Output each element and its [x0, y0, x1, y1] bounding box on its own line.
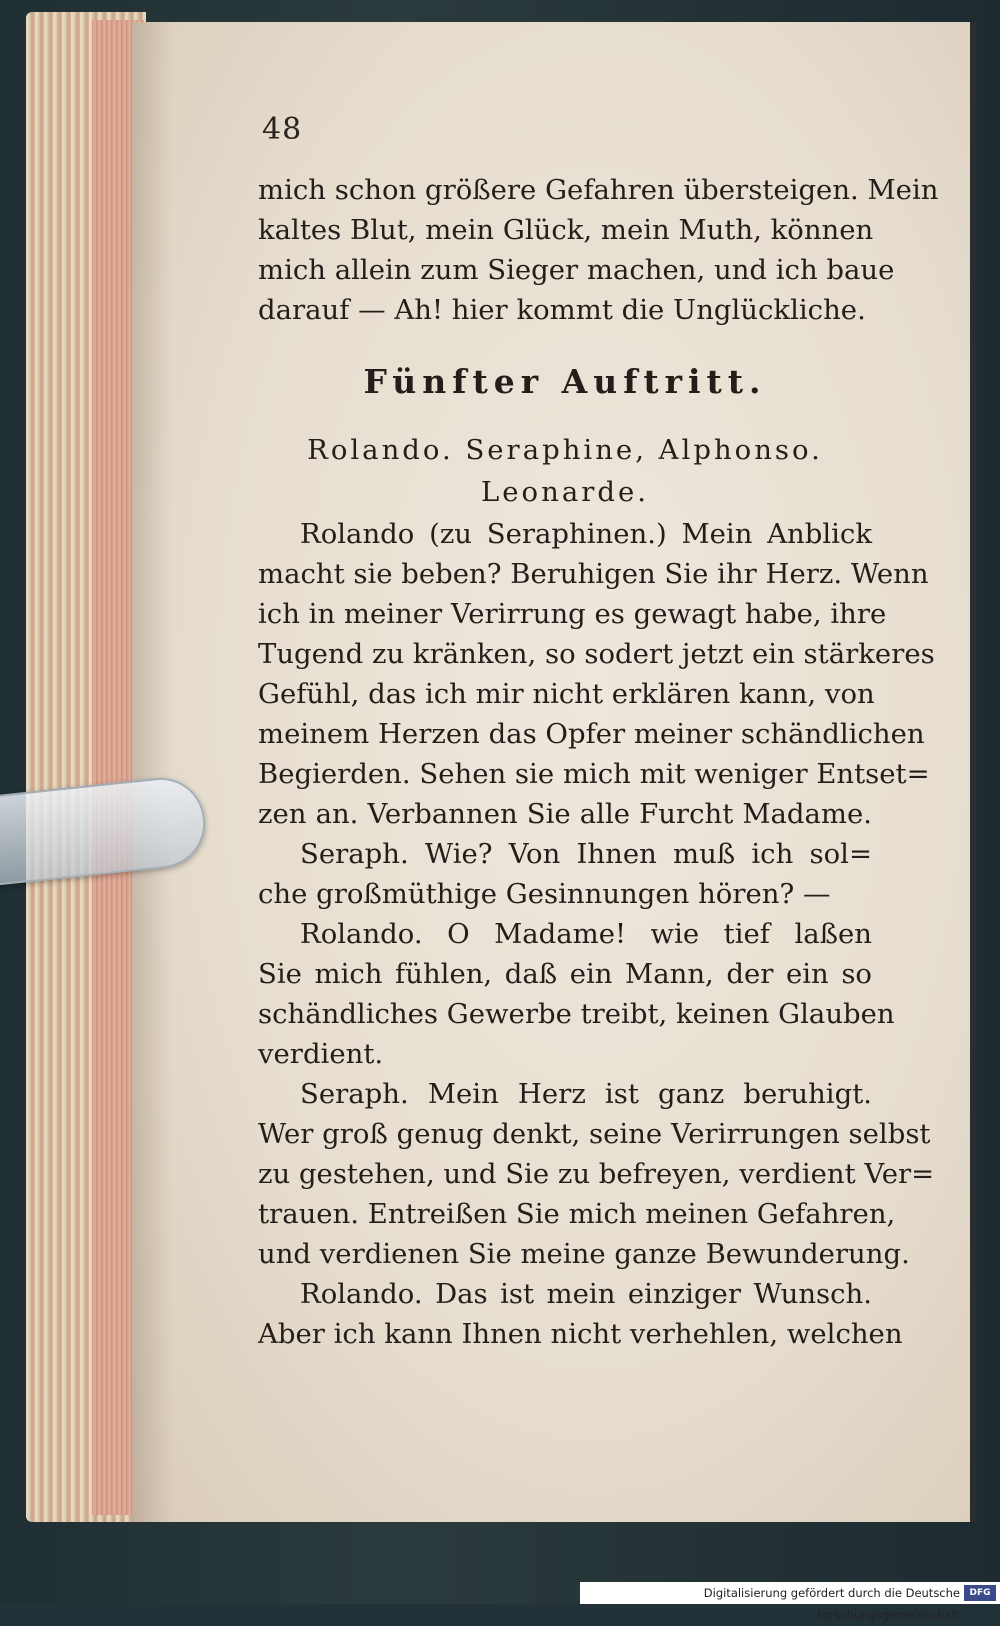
speaker-line: Seraph. Mein Herz ist ganz beruhigt. — [300, 1078, 872, 1110]
text-line: Gefühl, das ich mir nicht erklären kann, von — [258, 678, 875, 710]
text-line: schändliches Gewerbe treibt, keinen Glauben — [258, 998, 895, 1030]
speaker-line: Rolando. Das ist mein einziger Wunsch. — [300, 1278, 872, 1310]
page-gutter-shadow — [132, 22, 172, 1522]
speaker-line: Seraph. Wie? Von Ihnen muß ich sol= — [300, 838, 872, 870]
text-line: meinem Herzen das Opfer meiner schändlichen — [258, 718, 925, 750]
text-line: macht sie beben? Beruhigen Sie ihr Herz. Wenn — [258, 558, 929, 590]
cast-list: Rolando. Seraphine, Alphonso. — [307, 434, 823, 466]
page-number: 48 — [262, 112, 303, 147]
digitization-credit: Digitalisierung gefördert durch die Deutsche Forschungsgemeinschaft — [580, 1582, 1000, 1604]
text-line: kaltes Blut, mein Glück, mein Muth, können — [258, 214, 874, 246]
dfg-logo: DFG — [964, 1585, 996, 1601]
text-line: zen an. Verbannen Sie alle Furcht Madame. — [258, 798, 872, 830]
text-line: Tugend zu kränken, so sodert jetzt ein stärkeres — [258, 638, 935, 670]
text-line: mich schon größere Gefahren übersteigen. Mein — [258, 174, 939, 206]
speaker-line: Rolando (zu Seraphinen.) Mein Anblick — [300, 518, 872, 550]
speaker-line: Rolando. O Madame! wie tief laßen — [300, 918, 872, 950]
text-line: Sie mich fühlen, daß ein Mann, der ein so — [258, 958, 872, 990]
scene-heading: Fünfter Auftritt. — [363, 362, 767, 401]
text-line: verdient. — [258, 1038, 384, 1070]
text-line: mich allein zum Sieger machen, und ich baue — [258, 254, 895, 286]
text-line: che großmüthige Gesinnungen hören? — — [258, 878, 831, 910]
text-line: Begierden. Sehen sie mich mit weniger Entset= — [258, 758, 930, 790]
cast-list: Leonarde. — [481, 476, 649, 508]
text-line: Aber ich kann Ihnen nicht verhehlen, welchen — [258, 1318, 903, 1350]
text-line: ich in meiner Verirrung es gewagt habe, ihre — [258, 598, 887, 630]
text-line: trauen. Entreißen Sie mich meinen Gefahren, — [258, 1198, 896, 1230]
text-line: darauf — Ah! hier kommt die Unglückliche. — [258, 294, 866, 326]
text-line: Wer groß genug denkt, seine Verirrungen selbst — [258, 1118, 931, 1150]
text-line: zu gestehen, und Sie zu befreyen, verdient Ver= — [258, 1158, 935, 1190]
text-line: und verdienen Sie meine ganze Bewunderung. — [258, 1238, 910, 1270]
